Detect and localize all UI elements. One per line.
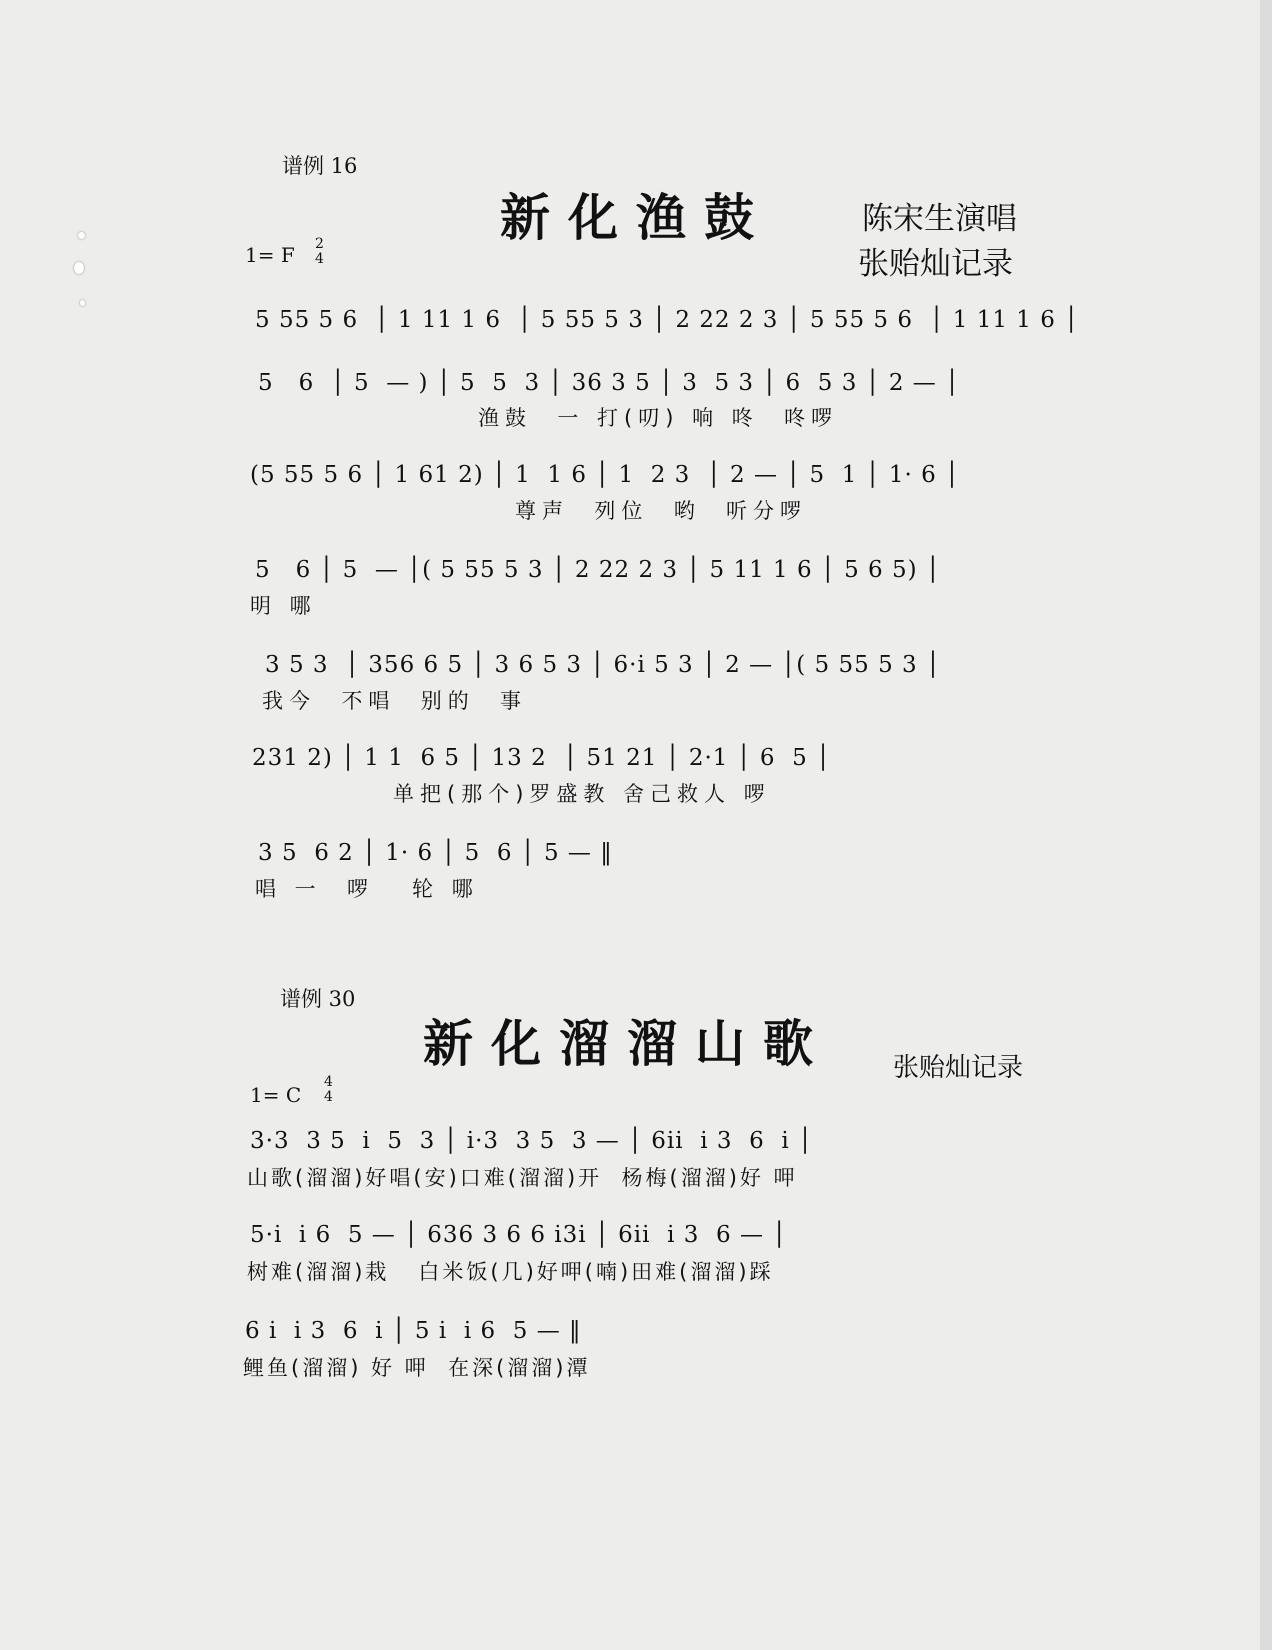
time-signature (315, 237, 324, 267)
punch-hole (78, 232, 85, 239)
lyrics-line: 单把(那个)罗盛教 舍己救人 啰 (393, 782, 771, 806)
notation-line: 3 5 6 2 │ 1· 6 │ 5 6 │ 5 — ‖ (258, 840, 613, 866)
notation-line: 5 55 5 6 │ 1 11 1 6 │ 5 55 5 3 │ 2 22 2 3 │ 5 55 5 6 │ 1 11 1 6 │ (255, 307, 1080, 333)
notation-line: (5 55 5 6 │ 1 61 2) │ 1 1 6 │ 1 2 3 │ 2 — │ 5 1 │ 1· 6 │ (250, 462, 960, 488)
time-denominator: 4 (315, 251, 324, 267)
scan-edge (1260, 0, 1272, 1650)
lyrics-line: 明 哪 (250, 594, 317, 618)
lyrics-line: 尊声 列位 哟 听分啰 (515, 499, 808, 523)
recorder-credit: 张贻灿记录 (858, 246, 1013, 282)
lyrics-line: 山歌(溜溜)好唱(安)口难(溜溜)开 杨梅(溜溜)好 呷 (247, 1166, 798, 1190)
notation-line: 5 6 │ 5 — │( 5 55 5 3 │ 2 22 2 3 │ 5 11 1 6 │ 5 6 5) │ (255, 557, 941, 583)
punch-hole (74, 262, 84, 274)
lyrics-line: 我今 不唱 别的 事 (262, 689, 528, 713)
example-label: 谱例 30 (280, 987, 356, 1011)
song-title: 新化渔鼓 (500, 189, 772, 247)
lyrics-line: 渔鼓 一 打(叨) 响 咚 咚啰 (478, 406, 839, 430)
song-title: 新化溜溜山歌 (423, 1015, 831, 1073)
recorder-credit: 张贻灿记录 (893, 1053, 1024, 1083)
notation-line: 3 5 3 │ 356 6 5 │ 3 6 5 3 │ 6·i 5 3 │ 2 — │( 5 55 5 3 │ (265, 652, 941, 678)
notation-line: 6 i i 3 6 i │ 5 i i 6 5 — ‖ (245, 1318, 582, 1344)
notation-line: 231 2) │ 1 1 6 5 │ 13 2 │ 51 21 │ 2·1 │ 6 5 │ (252, 745, 831, 771)
key-signature: 1= F (245, 243, 295, 267)
time-denominator: 4 (324, 1089, 333, 1105)
time-signature (324, 1075, 333, 1105)
notation-line: 5 6 │ 5 — ) │ 5 5 3 │ 36 3 5 │ 3 5 3 │ 6 5 3 │ 2 — │ (258, 370, 960, 396)
lyrics-line: 树难(溜溜)栽 白米饭(几)好呷(喃)田难(溜溜)踩 (247, 1260, 774, 1284)
notation-line: 3·3 3 5 i 5 3 │ i·3 3 5 3 — │ 6ii i 3 6 i │ (250, 1128, 813, 1154)
performer-credit: 陈宋生演唱 (862, 201, 1017, 237)
example-label: 谱例 16 (282, 154, 358, 178)
notation-line: 5·i i 6 5 — │ 636 3 6 6 i3i │ 6ii i 3 6 — │ (250, 1222, 788, 1248)
key-signature: 1= C (250, 1083, 302, 1107)
lyrics-line: 唱 一 啰 轮 哪 (255, 877, 479, 901)
lyrics-line: 鲤鱼(溜溜) 好 呷 在深(溜溜)潭 (243, 1356, 591, 1380)
time-numerator: 2 (315, 236, 324, 252)
time-numerator: 4 (324, 1074, 333, 1090)
punch-hole (80, 300, 85, 306)
